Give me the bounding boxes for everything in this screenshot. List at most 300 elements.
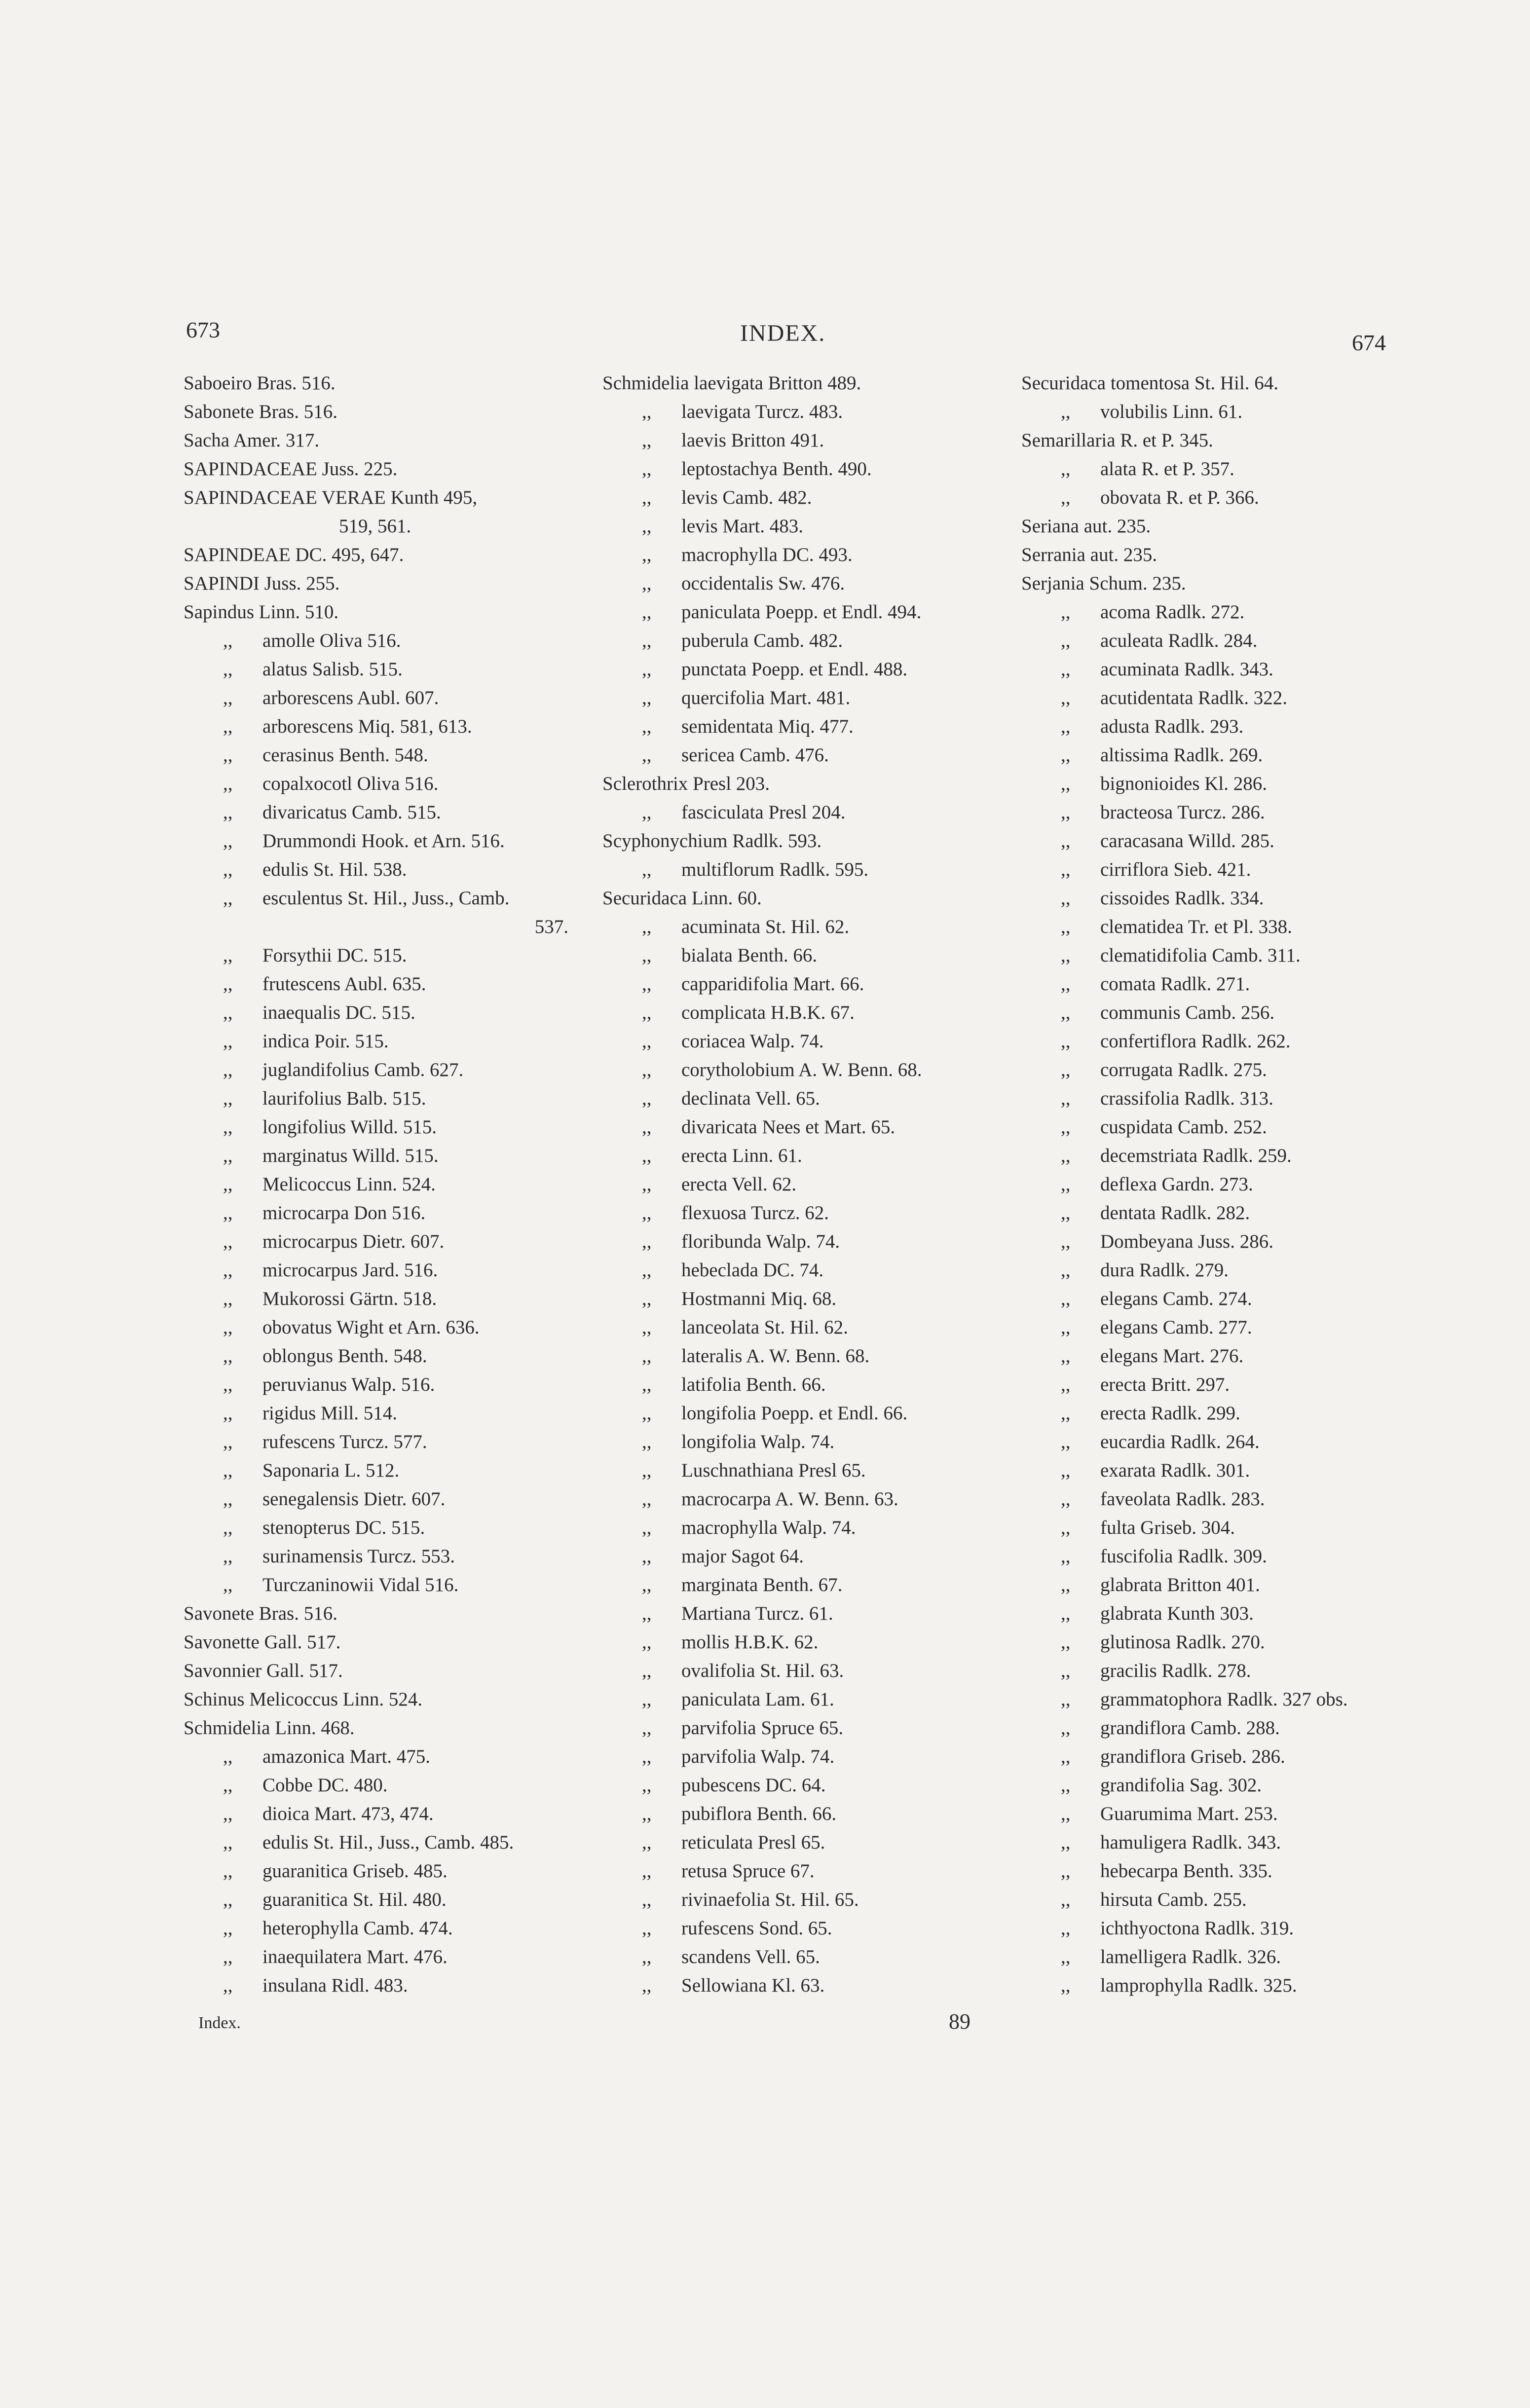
index-entry-text: 537. xyxy=(534,916,568,937)
index-entry xyxy=(1021,855,1465,884)
index-entry xyxy=(184,1628,568,1657)
index-entry xyxy=(602,398,1007,426)
index-entry-text: acuminata St. Hil. 62. xyxy=(681,916,850,937)
index-entry xyxy=(1021,1599,1465,1628)
index-entry xyxy=(1021,913,1465,941)
index-entry-text: hamuligera Radlk. 343. xyxy=(1100,1832,1281,1853)
index-entry-text: capparidifolia Mart. 66. xyxy=(681,973,864,995)
index-entry xyxy=(602,1771,1007,1800)
index-entry xyxy=(184,999,568,1027)
index-entry-text: dioica Mart. 473, 474. xyxy=(262,1803,434,1824)
ditto-mark: ,, xyxy=(223,1832,233,1853)
ditto-mark: ,, xyxy=(223,1746,233,1767)
index-entry-text: exarata Radlk. 301. xyxy=(1100,1460,1250,1481)
index-entry-text: leptostachya Benth. 490. xyxy=(681,458,872,480)
index-entry xyxy=(602,884,1007,913)
index-entry-text: mollis H.B.K. 62. xyxy=(681,1631,819,1653)
index-entry-text: lateralis A. W. Benn. 68. xyxy=(681,1345,870,1367)
index-entry-text: complicata H.B.K. 67. xyxy=(681,1002,855,1023)
index-entry xyxy=(602,1342,1007,1371)
index-entry xyxy=(1021,1428,1465,1456)
index-entry-text: multiflorum Radlk. 595. xyxy=(681,859,869,880)
index-entry xyxy=(602,1371,1007,1399)
index-entry xyxy=(184,1657,568,1685)
index-entry-text: longifolia Poepp. et Endl. 66. xyxy=(681,1403,908,1424)
ditto-mark: ,, xyxy=(223,1002,233,1023)
ditto-mark: ,, xyxy=(642,1488,652,1510)
index-entry-text: obovatus Wight et Arn. 636. xyxy=(262,1317,480,1338)
ditto-mark: ,, xyxy=(223,1345,233,1367)
ditto-mark: ,, xyxy=(642,1345,652,1367)
index-entry-text: latifolia Benth. 66. xyxy=(681,1374,826,1395)
ditto-mark: ,, xyxy=(223,1231,233,1252)
index-entry-text: ovalifolia St. Hil. 63. xyxy=(681,1660,844,1681)
index-entry-text: microcarpa Don 516. xyxy=(262,1202,426,1223)
index-entry xyxy=(184,1685,568,1714)
index-entry-text: Mukorossi Gärtn. 518. xyxy=(262,1288,437,1309)
index-entry-text: SAPINDEAE DC. 495, 647. xyxy=(184,544,404,565)
index-entry xyxy=(602,1685,1007,1714)
index-entry-text: esculentus St. Hil., Juss., Camb. xyxy=(262,888,510,909)
ditto-mark: ,, xyxy=(642,487,652,508)
index-entry xyxy=(1021,1800,1465,1828)
index-entry xyxy=(1021,999,1465,1027)
ditto-mark: ,, xyxy=(642,1574,652,1595)
ditto-mark: ,, xyxy=(642,458,652,480)
ditto-mark: ,, xyxy=(1061,1603,1071,1624)
index-entry-text: SAPINDI Juss. 255. xyxy=(184,573,340,594)
index-entry xyxy=(184,1971,568,2000)
index-entry-text: parvifolia Walp. 74. xyxy=(681,1746,835,1767)
index-entry-text: Seriana aut. 235. xyxy=(1021,516,1151,537)
index-entry-text: reticulata Presl 65. xyxy=(681,1832,825,1853)
index-entry xyxy=(1021,655,1465,684)
ditto-mark: ,, xyxy=(1061,1116,1071,1138)
ditto-mark: ,, xyxy=(1061,1517,1071,1538)
index-entry-text: erecta Linn. 61. xyxy=(681,1145,802,1166)
index-entry xyxy=(1021,483,1465,512)
index-entry-text: glabrata Britton 401. xyxy=(1100,1574,1260,1595)
index-entry xyxy=(184,1571,568,1599)
index-entry xyxy=(602,541,1007,569)
index-entry xyxy=(1021,1142,1465,1170)
index-entry xyxy=(184,1456,568,1485)
index-entry xyxy=(1021,1514,1465,1542)
index-entry-text: Securidaca tomentosa St. Hil. 64. xyxy=(1021,372,1278,394)
ditto-mark: ,, xyxy=(642,1260,652,1281)
index-entry xyxy=(1021,1285,1465,1313)
index-entry-text: hebeclada DC. 74. xyxy=(681,1260,824,1281)
index-entry-text: fasciculata Presl 204. xyxy=(681,802,846,823)
index-entry-text: paniculata Lam. 61. xyxy=(681,1689,834,1710)
index-entry xyxy=(1021,1313,1465,1342)
ditto-mark: ,, xyxy=(223,1889,233,1910)
index-entry xyxy=(1021,1742,1465,1771)
ditto-mark: ,, xyxy=(642,630,652,651)
index-entry-text: juglandifolius Camb. 627. xyxy=(262,1059,464,1080)
ditto-mark: ,, xyxy=(223,1775,233,1796)
index-entry-text: SAPINDACEAE VERAE Kunth 495, xyxy=(184,487,478,508)
index-entry-text: copalxocotl Oliva 516. xyxy=(262,773,439,794)
index-entry xyxy=(184,398,568,426)
ditto-mark: ,, xyxy=(223,1088,233,1109)
index-entry-text: Drummondi Hook. et Arn. 516. xyxy=(262,830,505,852)
index-entry xyxy=(602,483,1007,512)
index-entry-text: glutinosa Radlk. 270. xyxy=(1100,1631,1265,1653)
index-entry xyxy=(602,1571,1007,1599)
index-entry-text: edulis St. Hil. 538. xyxy=(262,859,407,880)
index-entry xyxy=(184,627,568,655)
index-entry xyxy=(184,827,568,855)
ditto-mark: ,, xyxy=(642,1517,652,1538)
index-entry xyxy=(1021,1227,1465,1256)
index-entry-text: Securidaca Linn. 60. xyxy=(602,888,762,909)
index-entry-text: laevigata Turcz. 483. xyxy=(681,401,843,422)
index-column-1 xyxy=(184,369,568,2000)
ditto-mark: ,, xyxy=(1061,830,1071,852)
index-entry-text: major Sagot 64. xyxy=(681,1546,804,1567)
index-entry-text: Saponaria L. 512. xyxy=(262,1460,400,1481)
index-entry xyxy=(602,1542,1007,1571)
ditto-mark: ,, xyxy=(1061,945,1071,966)
ditto-mark: ,, xyxy=(642,1460,652,1481)
index-entry-text: Savonete Bras. 516. xyxy=(184,1603,337,1624)
ditto-mark: ,, xyxy=(1061,458,1071,480)
index-entry-text: rufescens Turcz. 577. xyxy=(262,1431,427,1452)
ditto-mark: ,, xyxy=(642,1975,652,1996)
ditto-mark: ,, xyxy=(1061,630,1071,651)
index-entry-text: alata R. et P. 357. xyxy=(1100,458,1234,480)
index-entry xyxy=(184,1170,568,1199)
index-entry-text: floribunda Walp. 74. xyxy=(681,1231,840,1252)
index-entry xyxy=(602,913,1007,941)
index-entry xyxy=(602,970,1007,999)
index-entry xyxy=(184,598,568,627)
index-entry-text: levis Mart. 483. xyxy=(681,516,803,537)
ditto-mark: ,, xyxy=(1061,487,1071,508)
index-entry xyxy=(602,1886,1007,1914)
index-entry-text: decemstriata Radlk. 259. xyxy=(1100,1145,1292,1166)
index-entry xyxy=(602,1227,1007,1256)
ditto-mark: ,, xyxy=(1061,1460,1071,1481)
index-entry-text: inaequalis DC. 515. xyxy=(262,1002,415,1023)
index-entry-text: Sellowiana Kl. 63. xyxy=(681,1975,825,1996)
ditto-mark: ,, xyxy=(223,1288,233,1309)
index-entry-text: punctata Poepp. et Endl. 488. xyxy=(681,659,908,680)
index-entry-text: alatus Salisb. 515. xyxy=(262,659,403,680)
index-entry xyxy=(184,855,568,884)
index-entry-text: clematidifolia Camb. 311. xyxy=(1100,945,1301,966)
index-entry-text: caracasana Willd. 285. xyxy=(1100,830,1274,852)
index-entry xyxy=(602,455,1007,483)
index-entry xyxy=(602,1428,1007,1456)
index-entry-text: eucardia Radlk. 264. xyxy=(1100,1431,1260,1452)
index-entry-text: Guarumima Mart. 253. xyxy=(1100,1803,1278,1824)
index-entry xyxy=(1021,1886,1465,1914)
index-entry-text: sericea Camb. 476. xyxy=(681,744,829,766)
index-entry xyxy=(1021,1714,1465,1742)
index-entry-text: ichthyoctona Radlk. 319. xyxy=(1100,1918,1294,1939)
index-entry xyxy=(1021,1170,1465,1199)
index-entry xyxy=(1021,1485,1465,1514)
ditto-mark: ,, xyxy=(642,1231,652,1252)
index-entry xyxy=(602,1943,1007,1971)
index-entry xyxy=(184,1285,568,1313)
index-entry xyxy=(184,369,568,398)
ditto-mark: ,, xyxy=(642,1746,652,1767)
ditto-mark: ,, xyxy=(642,516,652,537)
index-entry xyxy=(602,369,1007,398)
index-entry-text: inaequilatera Mart. 476. xyxy=(262,1946,448,1967)
index-entry-text: 519, 561. xyxy=(339,516,411,537)
index-entry-text: corytholobium A. W. Benn. 68. xyxy=(681,1059,922,1080)
ditto-mark: ,, xyxy=(642,687,652,708)
index-entry xyxy=(1021,1027,1465,1056)
ditto-mark: ,, xyxy=(642,1288,652,1309)
index-entry xyxy=(602,1142,1007,1170)
index-entry xyxy=(184,1371,568,1399)
ditto-mark: ,, xyxy=(1061,601,1071,623)
index-entry xyxy=(184,426,568,455)
index-entry-text: Melicoccus Linn. 524. xyxy=(262,1174,436,1195)
ditto-mark: ,, xyxy=(642,1145,652,1166)
index-entry-text: puberula Camb. 482. xyxy=(681,630,843,651)
ditto-mark: ,, xyxy=(642,1832,652,1853)
index-entry xyxy=(602,598,1007,627)
ditto-mark: ,, xyxy=(223,1860,233,1882)
index-entry-text: laurifolius Balb. 515. xyxy=(262,1088,426,1109)
ditto-mark: ,, xyxy=(642,1631,652,1653)
index-entry-text: erecta Britt. 297. xyxy=(1100,1374,1230,1395)
index-entry xyxy=(1021,1113,1465,1142)
index-entry-text: macrophylla Walp. 74. xyxy=(681,1517,856,1538)
index-entry-text: guaranitica Griseb. 485. xyxy=(262,1860,448,1882)
index-entry xyxy=(602,1971,1007,2000)
index-entry xyxy=(184,1742,568,1771)
index-entry xyxy=(602,1742,1007,1771)
ditto-mark: ,, xyxy=(223,1460,233,1481)
index-entry-text: Semarillaria R. et P. 345. xyxy=(1021,430,1213,451)
ditto-mark: ,, xyxy=(223,1317,233,1338)
index-entry xyxy=(1021,398,1465,426)
index-entry-text: Martiana Turcz. 61. xyxy=(681,1603,833,1624)
ditto-mark: ,, xyxy=(642,544,652,565)
footer-label: Index. xyxy=(198,2014,241,2032)
index-entry-text: Dombeyana Juss. 286. xyxy=(1100,1231,1273,1252)
index-entry xyxy=(602,741,1007,770)
ditto-mark: ,, xyxy=(642,1889,652,1910)
index-entry xyxy=(184,541,568,569)
index-entry xyxy=(184,1142,568,1170)
index-entry xyxy=(1021,1685,1465,1714)
index-entry-text: arborescens Miq. 581, 613. xyxy=(262,716,472,737)
index-entry-text: Schmidelia Linn. 468. xyxy=(184,1717,355,1739)
index-entry-text: declinata Vell. 65. xyxy=(681,1088,820,1109)
index-entry xyxy=(1021,1342,1465,1371)
index-entry-text: volubilis Linn. 61. xyxy=(1100,401,1243,422)
index-entry xyxy=(1021,627,1465,655)
ditto-mark: ,, xyxy=(1061,687,1071,708)
index-entry-text: erecta Vell. 62. xyxy=(681,1174,797,1195)
index-entry xyxy=(184,1227,568,1256)
index-entry-text: Hostmanni Miq. 68. xyxy=(681,1288,837,1309)
index-entry-text: bracteosa Turcz. 286. xyxy=(1100,802,1265,823)
index-entry-text: edulis St. Hil., Juss., Camb. 485. xyxy=(262,1832,514,1853)
index-entry-text: acoma Radlk. 272. xyxy=(1100,601,1245,623)
ditto-mark: ,, xyxy=(642,1431,652,1452)
index-entry xyxy=(184,1313,568,1342)
index-entry-text: indica Poir. 515. xyxy=(262,1031,389,1052)
index-entry-text: lamelligera Radlk. 326. xyxy=(1100,1946,1281,1967)
ditto-mark: ,, xyxy=(1061,1431,1071,1452)
right-page-number: 674 xyxy=(1352,330,1386,355)
index-entry xyxy=(1021,1828,1465,1857)
ditto-mark: ,, xyxy=(1061,1145,1071,1166)
index-entry-text: cuspidata Camb. 252. xyxy=(1100,1116,1267,1138)
index-entry-text: Schmidelia laevigata Britton 489. xyxy=(602,372,861,394)
index-entry xyxy=(602,1714,1007,1742)
ditto-mark: ,, xyxy=(1061,1031,1071,1052)
ditto-mark: ,, xyxy=(223,859,233,880)
ditto-mark: ,, xyxy=(642,1603,652,1624)
index-entry xyxy=(602,1084,1007,1113)
ditto-mark: ,, xyxy=(642,1374,652,1395)
index-entry-text: erecta Radlk. 299. xyxy=(1100,1403,1240,1424)
index-entry-text: laevis Britton 491. xyxy=(681,430,824,451)
index-entry xyxy=(602,1485,1007,1514)
index-entry xyxy=(1021,598,1465,627)
ditto-mark: ,, xyxy=(223,1803,233,1824)
index-entry xyxy=(184,684,568,712)
ditto-mark: ,, xyxy=(1061,1231,1071,1252)
index-entry xyxy=(1021,1456,1465,1485)
ditto-mark: ,, xyxy=(642,1660,652,1681)
index-entry xyxy=(1021,884,1465,913)
ditto-mark: ,, xyxy=(1061,1002,1071,1023)
ditto-mark: ,, xyxy=(223,1975,233,1996)
ditto-mark: ,, xyxy=(1061,1660,1071,1681)
index-entry-text: longifolius Willd. 515. xyxy=(262,1116,437,1138)
ditto-mark: ,, xyxy=(1061,973,1071,995)
index-entry-text: Luschnathiana Presl 65. xyxy=(681,1460,866,1481)
index-entry-text: Turczaninowii Vidal 516. xyxy=(262,1574,459,1595)
ditto-mark: ,, xyxy=(642,1946,652,1967)
ditto-mark: ,, xyxy=(642,1860,652,1882)
index-entry-text: aculeata Radlk. 284. xyxy=(1100,630,1258,651)
ditto-mark: ,, xyxy=(1061,1260,1071,1281)
index-entry-text: flexuosa Turcz. 62. xyxy=(681,1202,829,1223)
index-entry-text: quercifolia Mart. 481. xyxy=(681,687,851,708)
index-entry-text: SAPINDACEAE Juss. 225. xyxy=(184,458,398,480)
index-entry xyxy=(184,1027,568,1056)
index-entry xyxy=(602,1599,1007,1628)
ditto-mark: ,, xyxy=(223,1174,233,1195)
index-entry xyxy=(184,712,568,741)
index-entry xyxy=(184,1084,568,1113)
index-entry xyxy=(1021,1199,1465,1227)
index-entry xyxy=(1021,426,1465,455)
ditto-mark: ,, xyxy=(642,601,652,623)
index-entry-text: Sacha Amer. 317. xyxy=(184,430,320,451)
index-entry xyxy=(184,1943,568,1971)
ditto-mark: ,, xyxy=(223,773,233,794)
index-entry-text: cissoides Radlk. 334. xyxy=(1100,888,1264,909)
ditto-mark: ,, xyxy=(223,1946,233,1967)
index-entry-text: bignonioides Kl. 286. xyxy=(1100,773,1267,794)
index-entry xyxy=(184,1542,568,1571)
ditto-mark: ,, xyxy=(223,1574,233,1595)
index-entry xyxy=(602,655,1007,684)
index-entry xyxy=(1021,741,1465,770)
index-entry-text: bialata Benth. 66. xyxy=(681,945,818,966)
index-entry-text: Saboeiro Bras. 516. xyxy=(184,372,336,394)
ditto-mark: ,, xyxy=(1061,1317,1071,1338)
index-entry xyxy=(1021,512,1465,541)
ditto-mark: ,, xyxy=(223,1546,233,1567)
index-entry xyxy=(1021,1399,1465,1428)
index-entry xyxy=(1021,369,1465,398)
index-entry xyxy=(1021,970,1465,999)
index-entry-text: rufescens Sond. 65. xyxy=(681,1918,832,1939)
ditto-mark: ,, xyxy=(1061,1946,1071,1967)
ditto-mark: ,, xyxy=(642,659,652,680)
ditto-mark: ,, xyxy=(1061,1488,1071,1510)
ditto-mark: ,, xyxy=(642,430,652,451)
ditto-mark: ,, xyxy=(223,945,233,966)
ditto-mark: ,, xyxy=(223,1059,233,1080)
footer-page-number: 89 xyxy=(949,2009,970,2034)
index-entry xyxy=(1021,1256,1465,1285)
index-entry xyxy=(184,1428,568,1456)
index-entry xyxy=(1021,541,1465,569)
ditto-mark: ,, xyxy=(1061,1689,1071,1710)
index-entry-text: grandiflora Griseb. 286. xyxy=(1100,1746,1285,1767)
index-entry-text: amolle Oliva 516. xyxy=(262,630,401,651)
ditto-mark: ,, xyxy=(223,1116,233,1138)
ditto-mark: ,, xyxy=(223,1202,233,1223)
index-entry xyxy=(184,1485,568,1514)
index-entry xyxy=(602,426,1007,455)
index-entry-text: Sapindus Linn. 510. xyxy=(184,601,339,623)
index-entry xyxy=(184,455,568,483)
ditto-mark: ,, xyxy=(642,1059,652,1080)
index-entry xyxy=(602,1514,1007,1542)
page-title: INDEX. xyxy=(740,320,826,346)
index-entry xyxy=(184,1256,568,1285)
index-entry-text: parvifolia Spruce 65. xyxy=(681,1717,844,1739)
ditto-mark: ,, xyxy=(1061,1374,1071,1395)
index-entry xyxy=(184,1599,568,1628)
index-entry-text: dura Radlk. 279. xyxy=(1100,1260,1229,1281)
ditto-mark: ,, xyxy=(642,1717,652,1739)
ditto-mark: ,, xyxy=(1061,1717,1071,1739)
index-entry xyxy=(602,1914,1007,1943)
index-entry-text: Savonette Gall. 517. xyxy=(184,1631,341,1653)
ditto-mark: ,, xyxy=(642,1803,652,1824)
ditto-mark: ,, xyxy=(642,1403,652,1424)
index-entry xyxy=(602,1113,1007,1142)
index-entry xyxy=(1021,1371,1465,1399)
index-entry xyxy=(1021,1943,1465,1971)
index-entry xyxy=(1021,712,1465,741)
index-entry xyxy=(602,1800,1007,1828)
index-entry xyxy=(184,884,568,913)
ditto-mark: ,, xyxy=(642,859,652,880)
ditto-mark: ,, xyxy=(223,1517,233,1538)
index-entry-text: amazonica Mart. 475. xyxy=(262,1746,431,1767)
index-entry-text: obovata R. et P. 366. xyxy=(1100,487,1259,508)
index-entry xyxy=(1021,798,1465,827)
